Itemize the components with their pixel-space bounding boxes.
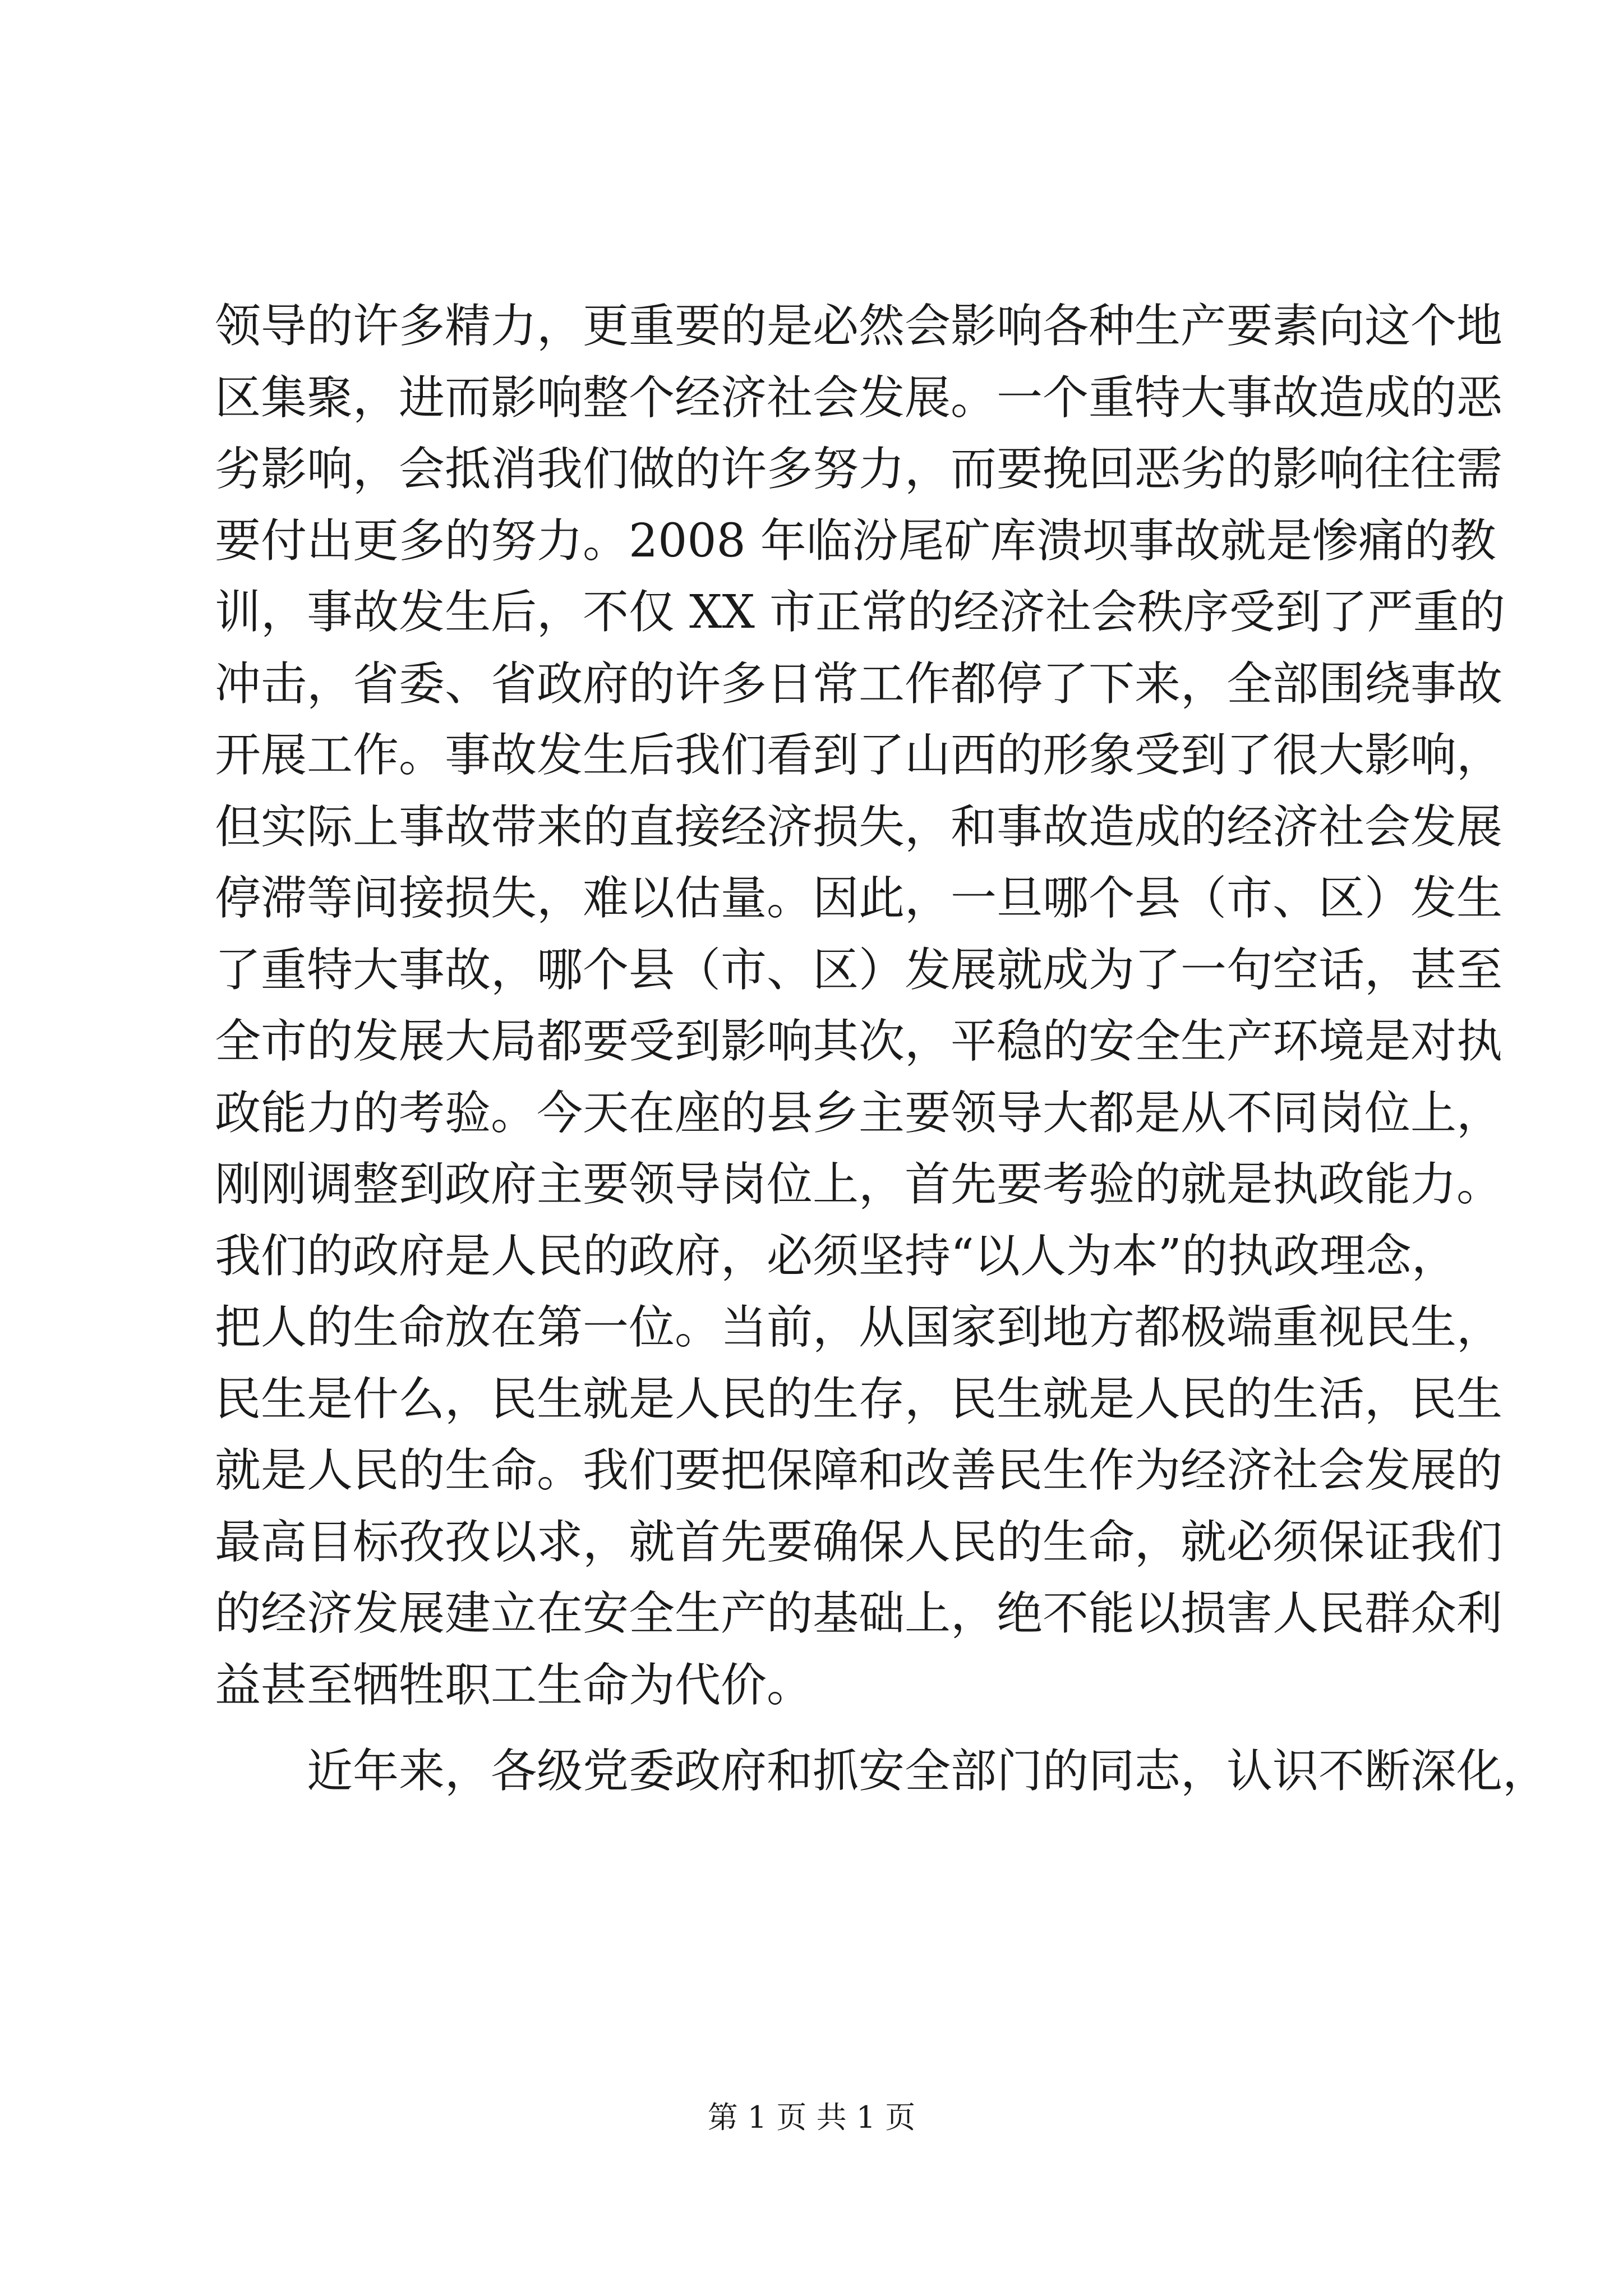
text-line: 刚刚调整到政府主要领导岗位上，首先要考验的就是执政能力。 <box>215 1158 1503 1211</box>
text-line: 我们的政府是人民的政府，必须坚持“以人为本”的执政理念， <box>215 1229 1458 1283</box>
text-line: 全市的发展大局都要受到影响其次，平稳的安全生产环境是对执 <box>215 1015 1503 1068</box>
text-line: 要付出更多的努力。2008 年临汾尾矿库溃坝事故就是惨痛的教 <box>215 514 1496 568</box>
text-line: 训，事故发生后，不仅 XX 市正常的经济社会秩序受到了严重的 <box>215 586 1505 639</box>
page-footer <box>0 2098 1623 2137</box>
text-line: 近年来，各级党委政府和抓安全部门的同志，认识不断深化， <box>307 1745 1549 1798</box>
text-line: 把人的生命放在第一位。当前，从国家到地方都极端重视民生， <box>215 1301 1503 1354</box>
text-line: 益甚至牺牲职工生命为代价。 <box>215 1658 813 1712</box>
page-number: 第 1 页 共 1 页 <box>707 2100 916 2135</box>
text-line: 最高目标孜孜以求，就首先要确保人民的生命，就必须保证我们 <box>215 1515 1503 1569</box>
text-line: 就是人民的生命。我们要把保障和改善民生作为经济社会发展的 <box>215 1444 1503 1497</box>
text-line: 开展工作。事故发生后我们看到了山西的形象受到了很大影响， <box>215 729 1503 782</box>
body-text <box>215 291 1549 1807</box>
text-line: 民生是什么，民生就是人民的生存，民生就是人民的生活，民生 <box>215 1372 1503 1426</box>
paragraph-gap <box>215 1721 1426 1736</box>
text-line: 领导的许多精力，更重要的是必然会影响各种生产要素向这个地 <box>215 300 1503 353</box>
text-line: 冲击，省委、省政府的许多日常工作都停了下来，全部围绕事故 <box>215 657 1503 711</box>
text-line: 停滞等间接损失，难以估量。因此，一旦哪个县（市、区）发生 <box>215 872 1503 925</box>
text-line: 政能力的考验。今天在座的县乡主要领导大都是从不同岗位上， <box>215 1086 1503 1140</box>
paragraph-2 <box>215 1736 1549 1807</box>
text-line: 劣影响，会抵消我们做的许多努力，而要挽回恶劣的影响往往需 <box>215 443 1503 496</box>
paragraph-1 <box>215 291 1505 1721</box>
text-line: 的经济发展建立在安全生产的基础上，绝不能以损害人民群众利 <box>215 1587 1503 1640</box>
text-line: 区集聚，进而影响整个经济社会发展。一个重特大事故造成的恶 <box>215 371 1503 425</box>
text-line: 了重特大事故，哪个县（市、区）发展就成为了一句空话，甚至 <box>215 943 1503 997</box>
text-line: 但实际上事故带来的直接经济损失，和事故造成的经济社会发展 <box>215 800 1503 854</box>
